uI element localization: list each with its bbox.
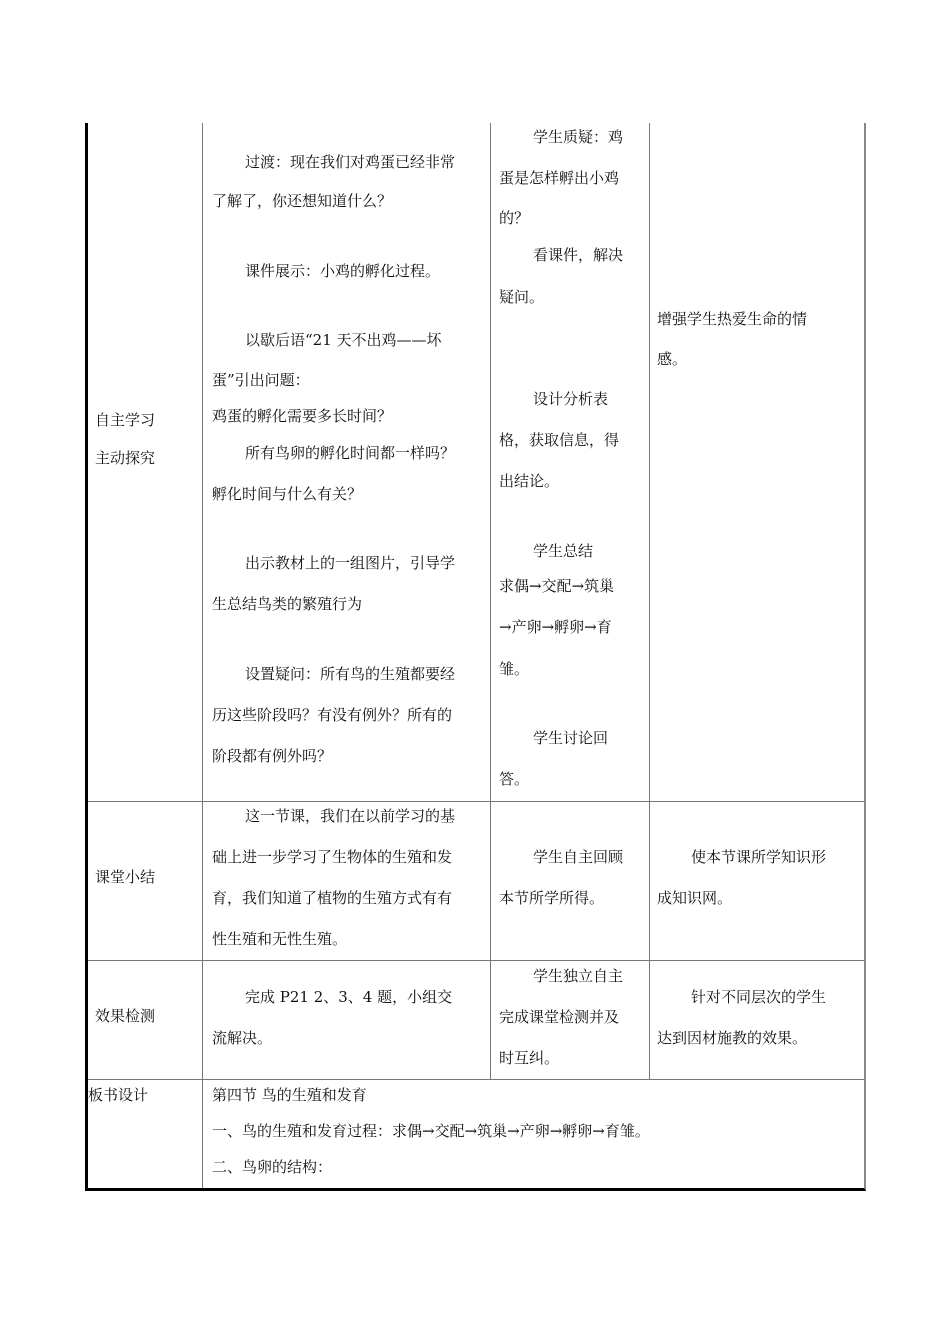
teacher-line: 鸡蛋的孵化需要多长时间？ — [212, 407, 393, 425]
student-line: 本节所学所得。 — [499, 889, 605, 907]
student-line: →产卵→孵卵→育 — [499, 618, 612, 636]
intent-line: 成知识网。 — [657, 889, 733, 907]
student-line: 出结论。 — [499, 472, 560, 490]
student-line: 学生总结 — [533, 542, 594, 560]
col-divider-1 — [202, 123, 203, 1188]
board-line: 二、鸟卵的结构： — [212, 1158, 333, 1176]
teacher-line: 历这些阶段吗？有没有例外？所有的 — [212, 706, 453, 724]
row-label-line1: 自主学习 — [95, 411, 156, 429]
teacher-line: 蛋”引出问题： — [212, 371, 310, 389]
teacher-line: 出示教材上的一组图片，引导学 — [245, 554, 456, 572]
student-line: 答。 — [499, 770, 530, 788]
student-line: 蛋是怎样孵出小鸡 — [499, 169, 620, 187]
student-line: 学生讨论回 — [533, 729, 609, 747]
teacher-line: 这一节课，我们在以前学习的基 — [245, 807, 456, 825]
row-divider-2 — [88, 960, 864, 961]
student-line: 的？ — [499, 209, 530, 227]
row-label: 板书设计 — [88, 1086, 149, 1104]
row-label: 效果检测 — [95, 1007, 156, 1025]
teacher-line: 生总结鸟类的繁殖行为 — [212, 595, 363, 613]
intent-line: 感。 — [657, 350, 688, 368]
teacher-line: 育，我们知道了植物的生殖方式有有 — [212, 889, 453, 907]
board-line: 第四节 鸟的生殖和发育 — [212, 1086, 367, 1104]
row-label: 课堂小结 — [95, 868, 156, 886]
teacher-line: 以歇后语“21 天不出鸡——坏 — [245, 331, 442, 349]
intent-line: 增强学生热爱生命的情 — [657, 310, 808, 328]
student-line: 设计分析表 — [533, 390, 609, 408]
col-divider-3 — [649, 123, 650, 1079]
student-line: 雏。 — [499, 660, 530, 678]
row-divider-3 — [88, 1079, 864, 1080]
teacher-line: 础上进一步学习了生物体的生殖和发 — [212, 848, 453, 866]
teacher-line: 流解决。 — [212, 1029, 273, 1047]
teacher-line: 完成 P21 2、3、4 题，小组交 — [245, 988, 453, 1006]
intent-line: 使本节课所学知识形 — [691, 848, 827, 866]
student-line: 疑问。 — [499, 288, 545, 306]
student-line: 求偶→交配→筑巢 — [499, 577, 615, 595]
teacher-line: 所有鸟卵的孵化时间都一样吗？ — [245, 444, 456, 462]
student-line: 时互纠。 — [499, 1049, 560, 1067]
teacher-line: 课件展示：小鸡的孵化过程。 — [245, 262, 441, 280]
teacher-line: 阶段都有例外吗？ — [212, 747, 333, 765]
teacher-line: 了解了，你还想知道什么？ — [212, 192, 393, 210]
teacher-line: 性生殖和无性生殖。 — [212, 930, 348, 948]
student-line: 学生独立自主 — [533, 967, 624, 985]
teacher-line: 孵化时间与什么有关？ — [212, 485, 363, 503]
intent-line: 针对不同层次的学生 — [691, 988, 827, 1006]
row-divider-1 — [88, 801, 864, 802]
teacher-line: 设置疑问：所有鸟的生殖都要经 — [245, 665, 456, 683]
student-line: 学生自主回顾 — [533, 848, 624, 866]
student-line: 完成课堂检测并及 — [499, 1008, 620, 1026]
intent-line: 达到因材施教的效果。 — [657, 1029, 808, 1047]
row-label-line2: 主动探究 — [95, 449, 156, 467]
teacher-line: 过渡：现在我们对鸡蛋已经非常 — [245, 153, 456, 171]
student-line: 格，获取信息，得 — [499, 431, 620, 449]
board-line: 一、鸟的生殖和发育过程：求偶→交配→筑巢→产卵→孵卵→育雏。 — [212, 1122, 650, 1140]
student-line: 学生质疑：鸡 — [533, 128, 624, 146]
col-divider-2 — [490, 123, 491, 1079]
student-line: 看课件，解决 — [533, 246, 624, 264]
